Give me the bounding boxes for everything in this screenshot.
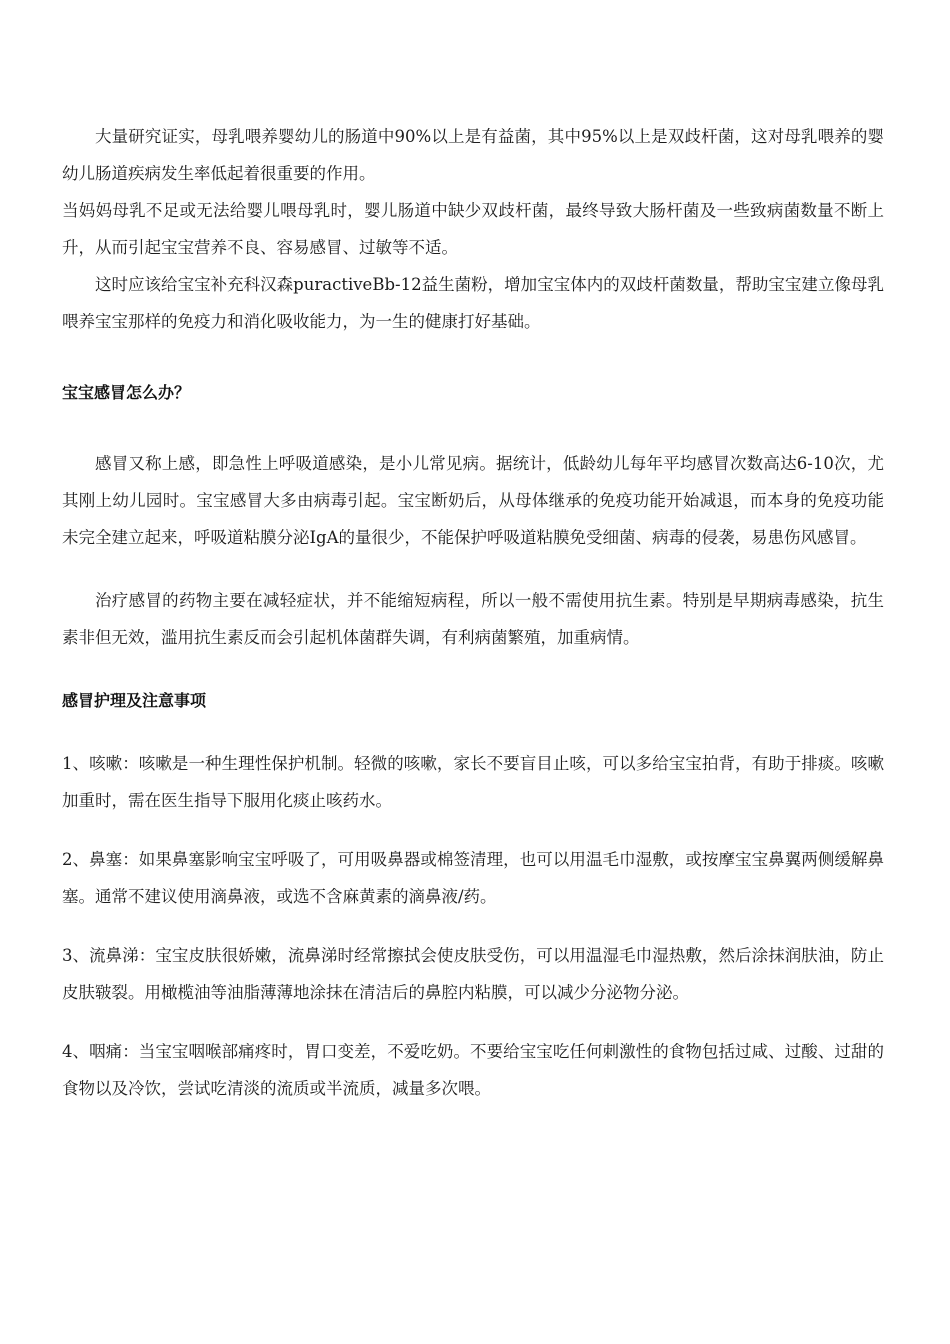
paragraph-insufficient-milk: 当妈妈母乳不足或无法给婴儿喂母乳时，婴儿肠道中缺少双歧杆菌，最终导致大肠杆菌及一些致病菌数量不断上升，从而引起宝宝营养不良、容易感冒、过敏等不适。 <box>62 201 884 257</box>
section-heading-cold: 宝宝感冒怎么办？ <box>62 383 191 402</box>
paragraph-cold-treatment: 治疗感冒的药物主要在减轻症状，并不能缩短病程，所以一般不需使用抗生素。特别是早期病毒感染，抗生素非但无效，滥用抗生素反而会引起机体菌群失调，有利病菌繁殖，加重病情。 <box>62 591 884 647</box>
care-item-runny-nose: 3、流鼻涕：宝宝皮肤很娇嫩，流鼻涕时经常擦拭会使皮肤受伤，可以用温湿毛巾湿热敷，然后涂抹润肤油，防止皮肤皲裂。用橄榄油等油脂薄薄地涂抹在清洁后的鼻腔内粘膜，可以减少分泌物分泌。 <box>62 946 884 1002</box>
paragraph-intro: 大量研究证实，母乳喂养婴幼儿的肠道中90%以上是有益菌，其中95%以上是双歧杆菌，这对母乳喂养的婴幼儿肠道疾病发生率低起着很重要的作用。 <box>62 127 884 183</box>
paragraph-cold-definition: 感冒又称上感，即急性上呼吸道感染，是小儿常见病。据统计，低龄幼儿每年平均感冒次数高达6-10次，尤其刚上幼儿园时。宝宝感冒大多由病毒引起。宝宝断奶后，从母体继承的免疫功能开始减退，而本身的免疫功能未完全建立起来，呼吸道粘膜分泌IgA的量很少，不能保护呼吸道粘膜免受细菌、病毒的侵袭，易患伤风感冒。 <box>62 454 884 547</box>
document-body <box>62 118 884 1107</box>
paragraph-probiotic: 这时应该给宝宝补充科汉森puractiveBb-12益生菌粉，增加宝宝体内的双歧杆菌数量，帮助宝宝建立像母乳喂养宝宝那样的免疫力和消化吸收能力，为一生的健康打好基础。 <box>62 275 884 331</box>
care-item-cough: 1、咳嗽：咳嗽是一种生理性保护机制。轻微的咳嗽，家长不要盲目止咳，可以多给宝宝拍背，有助于排痰。咳嗽加重时，需在医生指导下服用化痰止咳药水。 <box>62 754 884 810</box>
section-heading-care: 感冒护理及注意事项 <box>62 691 207 710</box>
care-item-sore-throat: 4、咽痛：当宝宝咽喉部痛疼时，胃口变差，不爱吃奶。不要给宝宝吃任何刺激性的食物包括过咸、过酸、过甜的食物以及冷饮，尝试吃清淡的流质或半流质，减量多次喂。 <box>62 1042 884 1098</box>
care-item-nasal-congestion: 2、鼻塞：如果鼻塞影响宝宝呼吸了，可用吸鼻器或棉签清理，也可以用温毛巾湿敷，或按摩宝宝鼻翼两侧缓解鼻塞。通常不建议使用滴鼻液，或选不含麻黄素的滴鼻液/药。 <box>62 850 884 906</box>
